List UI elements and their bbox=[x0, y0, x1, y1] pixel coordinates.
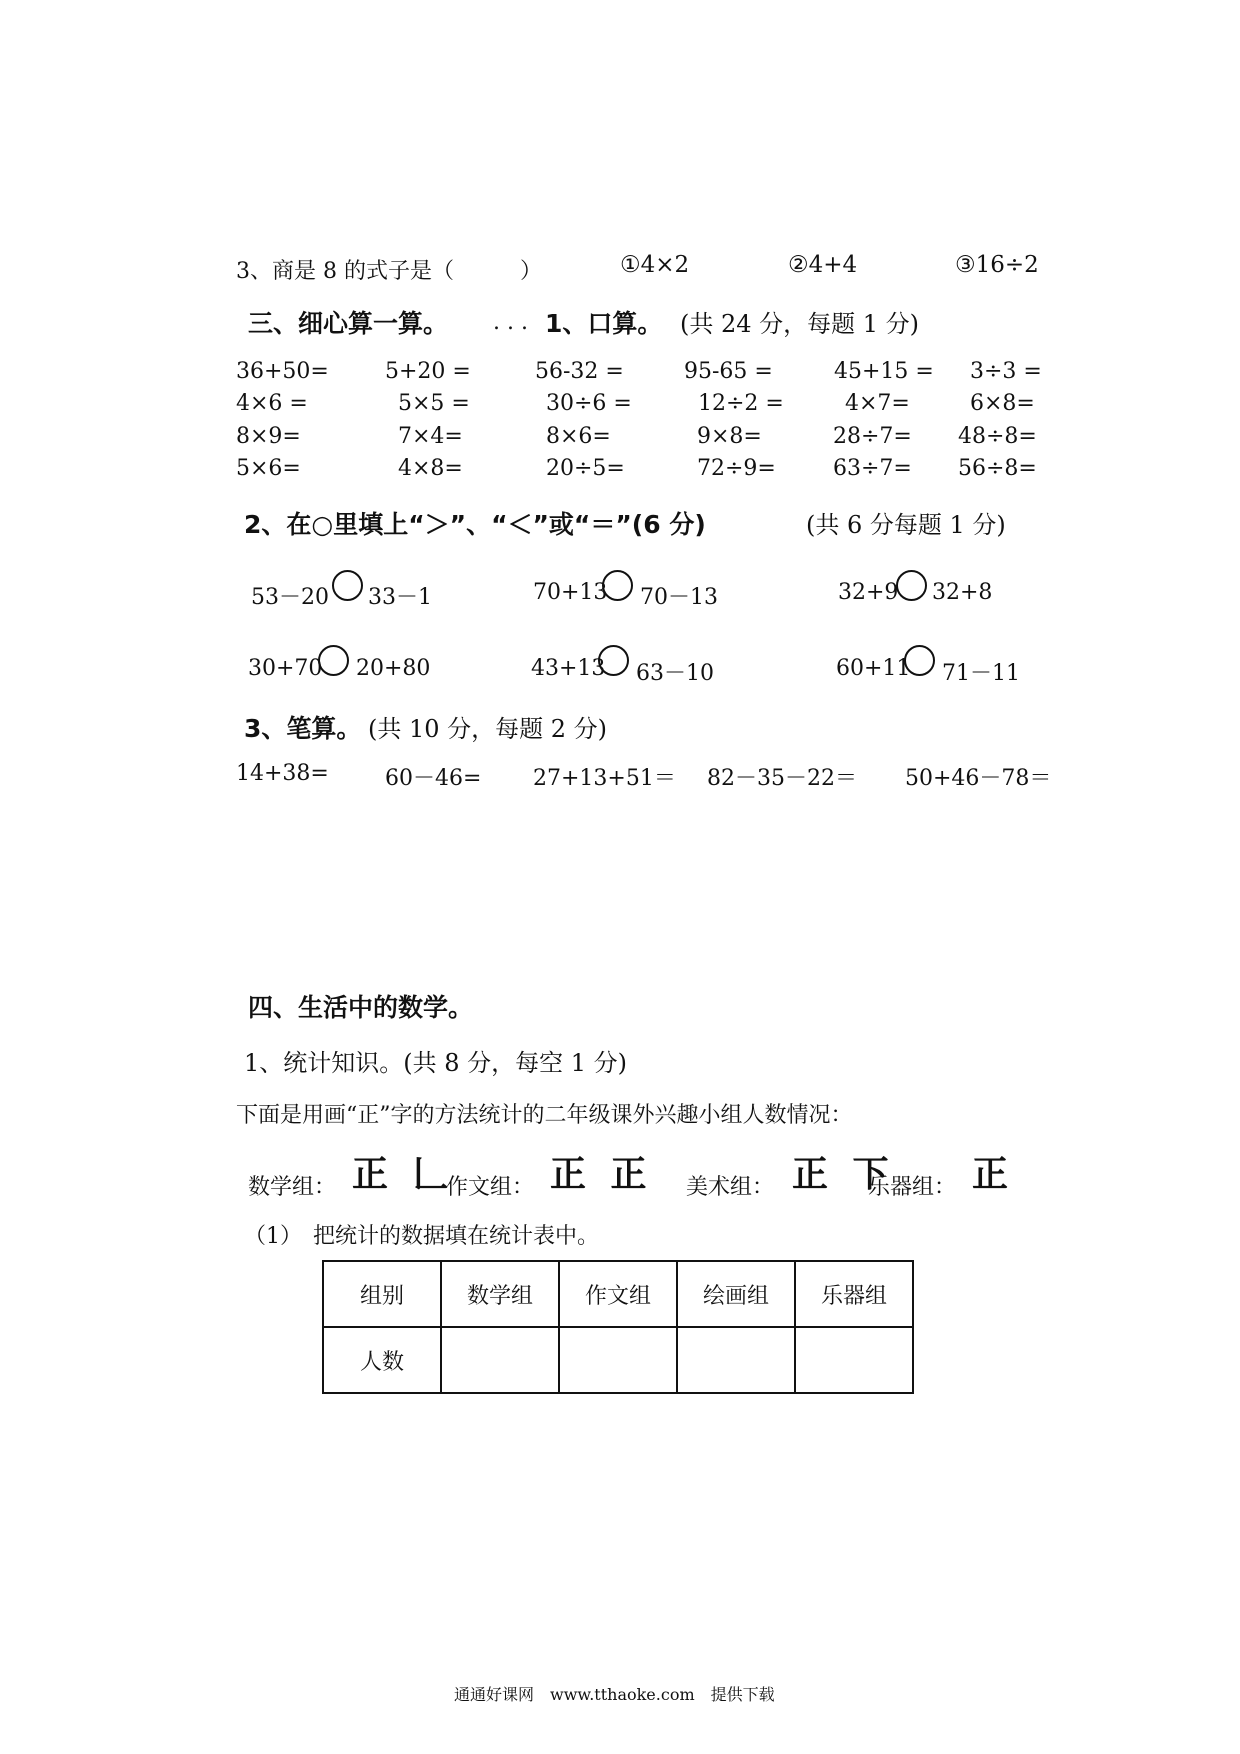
table-header-row bbox=[323, 1261, 913, 1327]
table-header-cell: 乐器组 bbox=[795, 1261, 913, 1327]
oral-item: 63÷7= bbox=[833, 456, 912, 481]
oral-item: 8×9= bbox=[236, 424, 301, 449]
q3-option-3: ③16÷2 bbox=[955, 252, 1039, 278]
compare-left: 70+13 bbox=[533, 580, 608, 605]
answer-circle[interactable] bbox=[602, 570, 633, 601]
oral-item: 8×6= bbox=[546, 424, 611, 449]
page-footer: 通通好课网 www.tthaoke.com 提供下载 bbox=[454, 1685, 775, 1704]
oral-item: 72÷9= bbox=[697, 456, 776, 481]
oral-item: 95-65 = bbox=[684, 359, 773, 384]
oral-item: 5×6= bbox=[236, 456, 301, 481]
compare-title: 2、在○里填上“＞”、“＜”或“＝”(6 分) bbox=[244, 510, 706, 539]
compare-note: (共 6 分每题 1 分) bbox=[806, 511, 1006, 539]
tally-writing: 正 正 bbox=[550, 1154, 653, 1195]
oral-item: 48÷8= bbox=[958, 424, 1037, 449]
table-header-cell: 作文组 bbox=[559, 1261, 677, 1327]
answer-circle[interactable] bbox=[598, 645, 629, 676]
group-label-math: 数学组： bbox=[248, 1175, 337, 1200]
oral-item: 4×7= bbox=[845, 391, 910, 416]
oral-item: 56-32 = bbox=[535, 359, 624, 384]
compare-right: 20+80 bbox=[356, 656, 431, 681]
oral-item: 4×6 = bbox=[236, 391, 308, 416]
oral-item: 5+20 = bbox=[385, 359, 471, 384]
oral-title: 1、口算。 bbox=[545, 309, 663, 338]
oral-item: 56÷8= bbox=[958, 456, 1037, 481]
table-header-cell: 绘画组 bbox=[677, 1261, 795, 1327]
answer-circle[interactable] bbox=[332, 570, 363, 601]
stats-title: 1、统计知识。(共 8 分，每空 1 分) bbox=[244, 1049, 628, 1077]
section3-dots: . . . bbox=[493, 310, 528, 335]
written-title: 3、笔算。 bbox=[244, 714, 362, 743]
oral-item: 3÷3 = bbox=[970, 359, 1042, 384]
group-label-art: 美术组： bbox=[686, 1175, 775, 1200]
answer-circle[interactable] bbox=[896, 570, 927, 601]
compare-right: 71－11 bbox=[942, 661, 1020, 686]
oral-item: 6×8= bbox=[970, 391, 1035, 416]
oral-item: 4×8= bbox=[398, 456, 463, 481]
tally-music: 正 bbox=[972, 1154, 1015, 1195]
answer-circle[interactable] bbox=[904, 645, 935, 676]
oral-item: 20÷5= bbox=[546, 456, 625, 481]
compare-right: 70－13 bbox=[640, 585, 718, 610]
compare-left: 32+9 bbox=[838, 580, 899, 605]
written-item: 82－35－22＝ bbox=[707, 766, 857, 791]
section4-heading: 四、生活中的数学。 bbox=[248, 993, 474, 1022]
compare-left: 53－20 bbox=[251, 585, 329, 610]
group-label-music: 乐器组： bbox=[868, 1175, 957, 1200]
section3-heading: 三、细心算一算。 bbox=[248, 309, 449, 338]
oral-item: 36+50= bbox=[236, 359, 329, 384]
written-note: (共 10 分，每题 2 分) bbox=[368, 715, 608, 743]
answer-circle[interactable] bbox=[318, 645, 349, 676]
table-row-label: 人数 bbox=[323, 1327, 441, 1393]
oral-item: 30÷6 = bbox=[546, 391, 632, 416]
q3-option-1: ①4×2 bbox=[620, 252, 690, 278]
task-1: （1） 把统计的数据填在统计表中。 bbox=[244, 1224, 599, 1249]
oral-item: 7×4= bbox=[398, 424, 463, 449]
tally-math: 正 𠃊 bbox=[352, 1154, 455, 1195]
compare-left: 30+70 bbox=[248, 656, 323, 681]
oral-item: 9×8= bbox=[697, 424, 762, 449]
written-item: 27+13+51＝ bbox=[533, 766, 676, 791]
answer-cell[interactable] bbox=[559, 1327, 677, 1393]
tally-art: 正 下 bbox=[792, 1154, 895, 1195]
oral-item: 45+15 = bbox=[834, 359, 934, 384]
q3-option-2: ②4+4 bbox=[788, 252, 858, 278]
answer-cell[interactable] bbox=[677, 1327, 795, 1393]
compare-left: 43+13 bbox=[531, 656, 606, 681]
answer-cell[interactable] bbox=[441, 1327, 559, 1393]
table-header-cell: 数学组 bbox=[441, 1261, 559, 1327]
q3-stem: 3、商是 8 的式子是（ ） bbox=[236, 259, 542, 284]
compare-right: 63－10 bbox=[636, 661, 714, 686]
oral-item: 12÷2 = bbox=[698, 391, 784, 416]
group-label-writing: 作文组： bbox=[446, 1175, 535, 1200]
oral-item: 28÷7= bbox=[833, 424, 912, 449]
table-row bbox=[323, 1327, 913, 1393]
written-item: 14+38= bbox=[236, 761, 329, 786]
oral-note: (共 24 分，每题 1 分) bbox=[680, 310, 920, 338]
stats-table bbox=[322, 1260, 914, 1394]
compare-right: 32+8 bbox=[932, 580, 993, 605]
answer-cell[interactable] bbox=[795, 1327, 913, 1393]
table-header-cell: 组别 bbox=[323, 1261, 441, 1327]
stats-intro: 下面是用画“正”字的方法统计的二年级课外兴趣小组人数情况： bbox=[236, 1103, 853, 1128]
compare-left: 60+11 bbox=[836, 656, 911, 681]
written-item: 50+46－78＝ bbox=[905, 766, 1052, 791]
written-item: 60－46= bbox=[385, 766, 482, 791]
oral-item: 5×5 = bbox=[398, 391, 470, 416]
compare-right: 33－1 bbox=[368, 585, 432, 610]
